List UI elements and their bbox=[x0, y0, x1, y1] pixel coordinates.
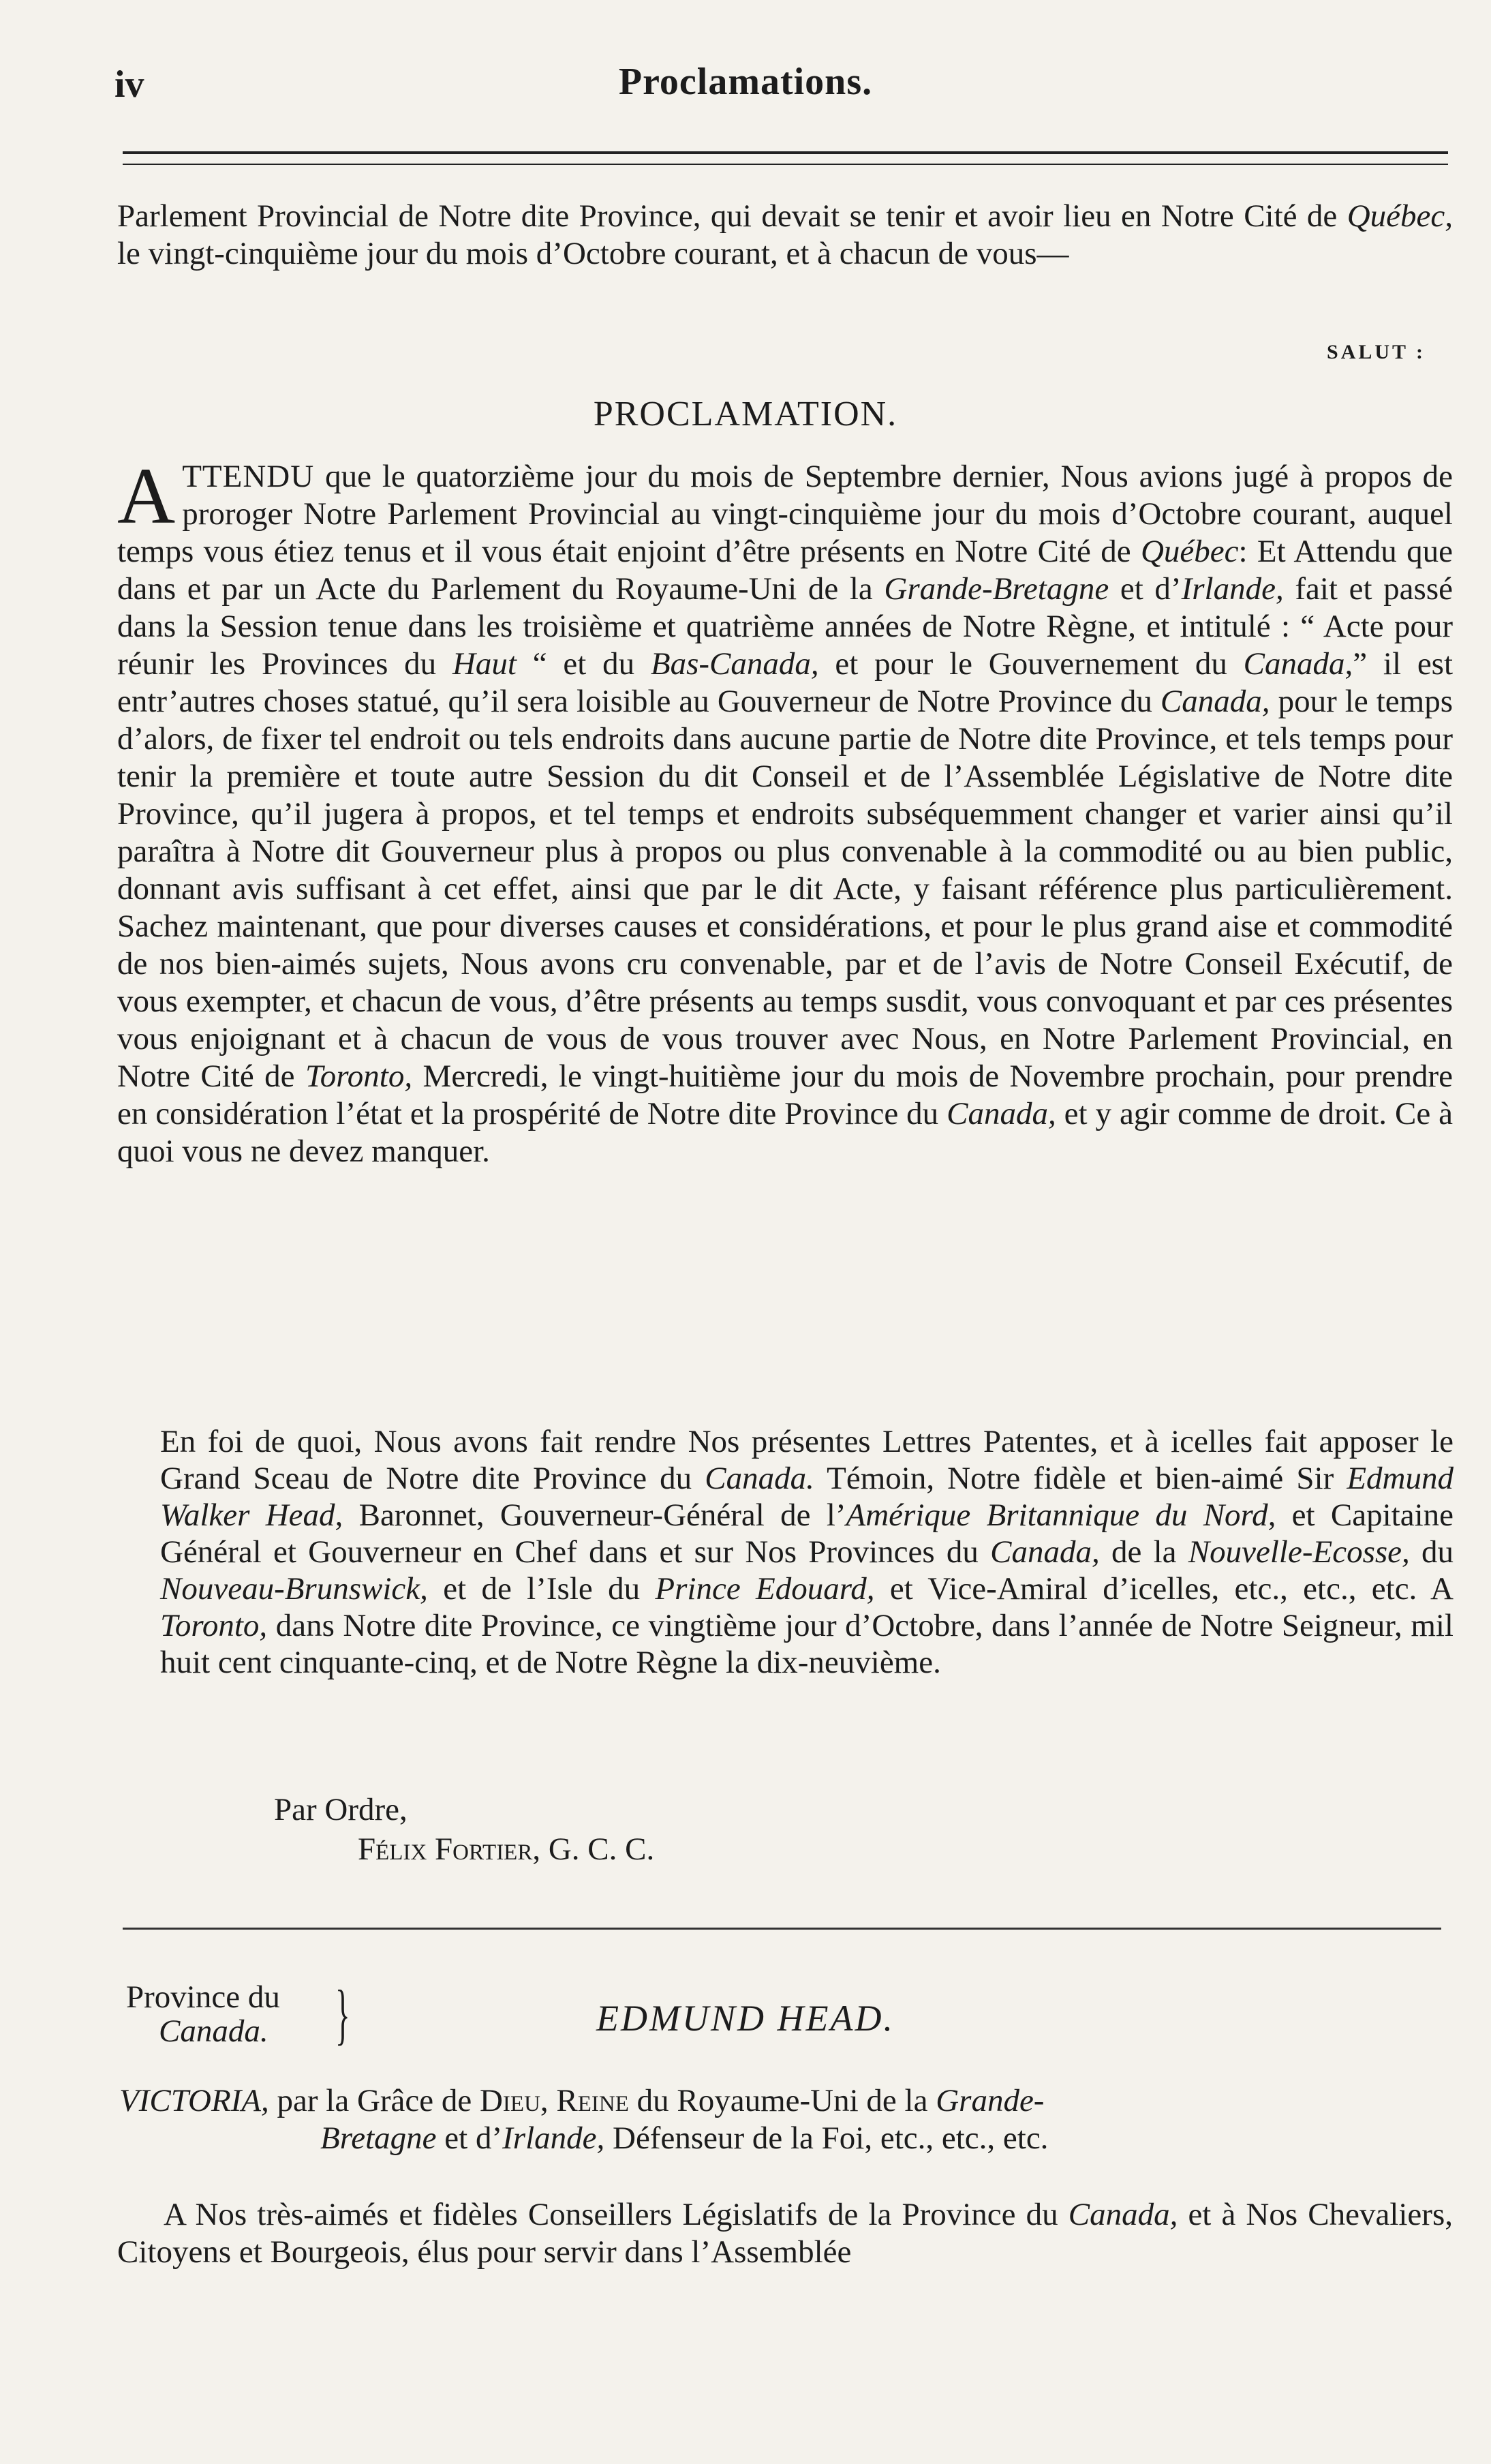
header-rule bbox=[123, 151, 1448, 165]
brace-mark: } bbox=[335, 1976, 350, 2052]
intro-paragraph: Parlement Provincial de Notre dite Province, qui devait se tenir et avoir lieu en Notre Cité de Québec, le vingt-cinquième jour du mois d’Octobre courant, et à chacun de vous— bbox=[117, 198, 1453, 271]
proclamation-heading: PROCLAMATION. bbox=[593, 395, 898, 434]
page-title: Proclamations. bbox=[618, 61, 873, 103]
province-label: Province du Canada. bbox=[126, 1979, 280, 2049]
par-ordre: Par Ordre, bbox=[274, 1792, 408, 1827]
salut-line: SALUT : bbox=[1327, 341, 1426, 363]
proclamation-body: ATTENDU que le quatorzième jour du mois de Septembre dernier, Nous avions jugé à propos de proroger Notre Parlement Provincial au vingt-cinquième jour du mois d’Octobre courant, auquel temps vous étiez tenus et il vous était enjoint d’être présents en Notre Cité de Québec: Et Attendu que dans et par un Acte du Parlement du Royaume-Uni de la Grande-Bretagne et d’Irlande, fait et passé dans la Session tenue dans les troisième et quatrième années de Notre Règne, et intitulé : “ Acte pour réunir les Provinces du Haut “ et du Bas-Canada, et pour le Gouvernement du Canada,” il est entr’autres choses statué, qu’il sera loisible au Gouverneur de Notre Province du Canada, pour le temps d’alors, de fixer tel endroit ou tels endroits dans aucune partie de Notre dite Province, et tels temps pour tenir la première et toute autre Session du dit Conseil et de l’Assemblée Législative de Notre dite Province, qu’il jugera à propos, et tel temps et endroits subséquemment changer et varier ainsi qu’il paraîtra à Notre dit Gouverneur plus à propos ou plus convenable à la commodité ou au bien public, donnant avis suffisant à cet effet, ainsi que par le dit Acte, y faisant référence plus particulièrement. Sachez maintenant, que pour diverses causes et considérations, et pour le plus grand aise et commodité de nos bien-aimés sujets, Nous avons cru convenable, par et de l’avis de Notre Conseil Exécutif, de vous exempter, et chacun de vous, d’être présents au temps susdit, vous convoquant et par ces présentes vous enjoignant et à chacun de vous de vous trouver avec Nous, en Notre Parlement Provincial, en Notre Cité de Toronto, Mercredi, le vingt-huitième jour du mois de Novembre prochain, pour prendre en considération l’état et la prospérité de Notre dite Province du Canada, et y agir comme de droit. Ce à quoi vous ne devez manquer. bbox=[117, 451, 1454, 1169]
section-divider bbox=[123, 1928, 1441, 1930]
address-paragraph: A Nos très-aimés et fidèles Conseillers Législatifs de la Province du Canada, et à Nos Chevaliers, Citoyens et Bourgeois, élus pour servir dans l’Assemblée bbox=[117, 2197, 1453, 2270]
drop-cap: A bbox=[117, 451, 176, 541]
victoria-title: VICTORIA, par la Grâce de Dieu, Reine du Royaume-Uni de la Grande- Bretagne et d’Irlande, Défenseur de la Foi, etc., etc., etc. bbox=[119, 2083, 1049, 2156]
page-number: iv bbox=[114, 63, 144, 106]
witness-paragraph: En foi de quoi, Nous avons fait rendre Nos présentes Lettres Patentes, et à icelles fait apposer le Grand Sceau de Notre dite Province du Canada. Témoin, Notre fidèle et bien-aimé Sir Edmund Walker Head, Baronnet, Gouverneur-Général de l’Amérique Britannique du Nord, et Capitaine Général et Gouverneur en Chef dans et sur Nos Provinces du Canada, de la Nouvelle-Ecosse, du Nouveau-Brunswick, et de l’Isle du Prince Edouard, et Vice-Amiral d’icelles, etc., etc., etc. A Toronto, dans Notre dite Province, ce vingtième jour d’Octobre, dans l’année de Notre Seigneur, mil huit cent cinquante-cinq, et de Notre Règne la dix-neuvième. bbox=[160, 1424, 1454, 1680]
governor-name: EDMUND HEAD. bbox=[596, 1998, 895, 2039]
signature-line: Félix Fortier, G. C. C. bbox=[358, 1831, 655, 1867]
